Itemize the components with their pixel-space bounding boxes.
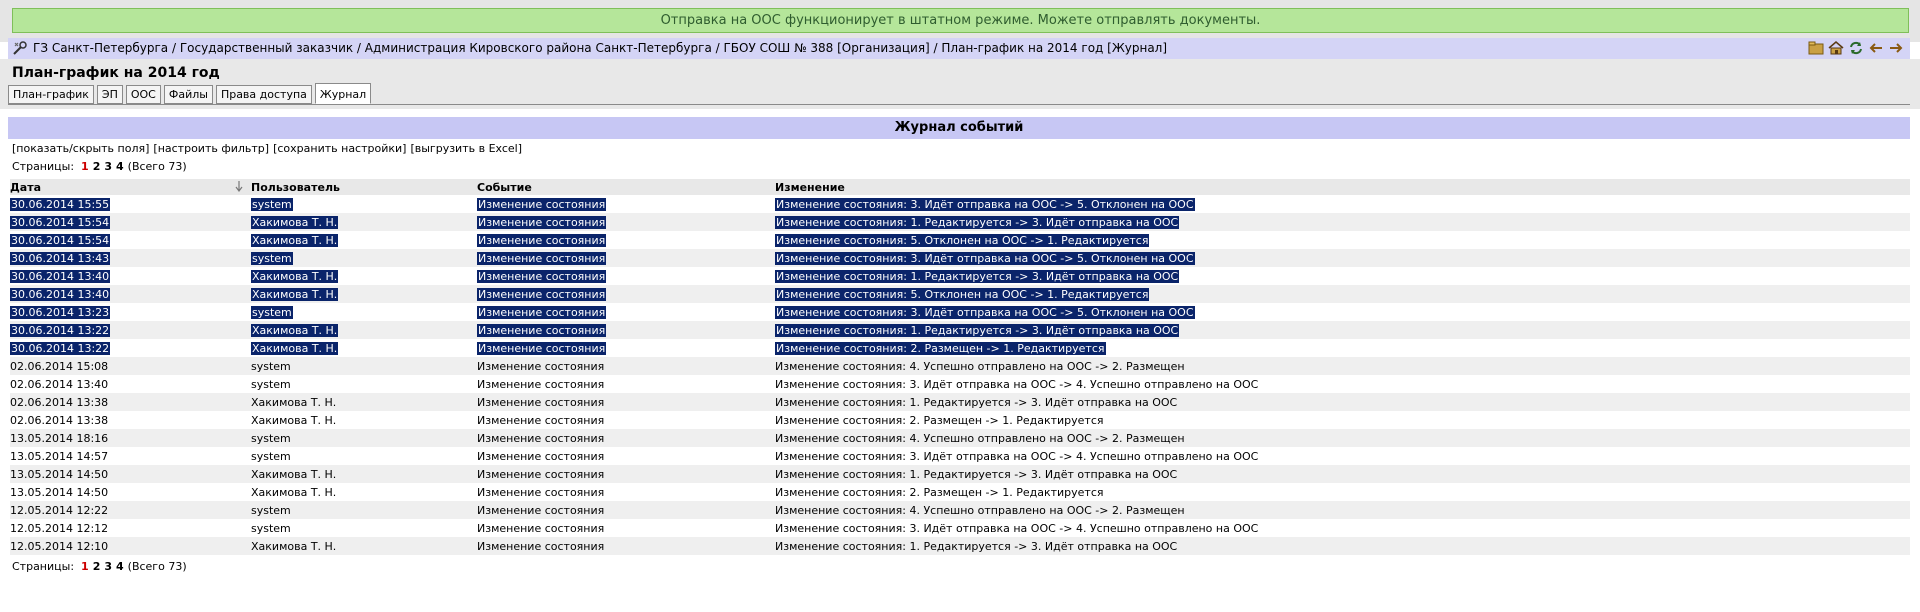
cell-event: [477, 501, 775, 519]
cell-user-text: Хакимова Т. Н.: [251, 539, 337, 553]
cell-event-text: Изменение состояния: [477, 359, 605, 373]
table-body: [10, 195, 1910, 555]
table-row[interactable]: [10, 249, 1910, 267]
cell-user-text: Хакимова Т. Н.: [251, 413, 337, 427]
cell-change: [775, 465, 1910, 483]
cell-date-text: 02.06.2014 13:38: [10, 413, 109, 427]
table-row[interactable]: [10, 411, 1910, 429]
cell-date: [10, 429, 251, 447]
cell-event-text: Изменение состояния: [477, 395, 605, 409]
pager-total: (Всего 73): [127, 560, 187, 573]
cell-event-text: Изменение состояния: [477, 467, 605, 481]
cell-date-text: 30.06.2014 13:40: [11, 287, 110, 301]
cell-change-text: Изменение состояния: 1. Редактируется -> 3. Идёт отправка на ООС: [776, 215, 1179, 229]
cell-event: [477, 357, 775, 375]
cell-date: [10, 267, 251, 285]
cell-date: [10, 285, 251, 303]
cell-change: [775, 393, 1910, 411]
cell-user: [251, 483, 477, 501]
toolbar: [1808, 40, 1904, 56]
cell-user: [251, 195, 477, 213]
cell-event: [477, 393, 775, 411]
tab-files[interactable]: Файлы: [164, 85, 213, 104]
cell-change: [775, 429, 1910, 447]
table-row[interactable]: [10, 483, 1910, 501]
cell-event: [477, 447, 775, 465]
cell-event: [477, 375, 775, 393]
cell-date-text: 12.05.2014 12:22: [10, 503, 109, 517]
table-row[interactable]: [10, 303, 1910, 321]
cell-date: [10, 537, 251, 555]
cell-change-text: Изменение состояния: 3. Идёт отправка на ООС -> 4. Успешно отправлено на ООС: [775, 521, 1259, 535]
cell-user-text: system: [252, 197, 292, 211]
cell-date: [10, 231, 251, 249]
table-row[interactable]: [10, 213, 1910, 231]
cell-change: [775, 339, 1910, 357]
cell-date: [10, 213, 251, 231]
cell-event: [477, 465, 775, 483]
cell-change-text: Изменение состояния: 4. Успешно отправлено на ООС -> 2. Размещен: [775, 431, 1185, 445]
cell-change: [775, 249, 1910, 267]
status-notice: Отправка на ООС функционирует в штатном режиме. Можете отправлять документы.: [12, 8, 1909, 33]
cell-change-text: Изменение состояния: 2. Размещен -> 1. Редактируется: [775, 485, 1104, 499]
pager-total: (Всего 73): [127, 160, 187, 173]
cell-user-text: system: [251, 449, 291, 463]
page-link-4[interactable]: 4: [116, 560, 124, 573]
page-link-3[interactable]: 3: [104, 560, 112, 573]
cell-user: [251, 231, 477, 249]
cell-date-text: 30.06.2014 13:40: [11, 269, 110, 283]
breadcrumb-bar: [8, 38, 1910, 59]
cell-user: [251, 321, 477, 339]
tab-access[interactable]: Права доступа: [216, 85, 312, 104]
tab-bar: [8, 85, 371, 104]
cell-change-text: Изменение состояния: 1. Редактируется -> 3. Идёт отправка на ООС: [776, 269, 1179, 283]
cell-change: [775, 195, 1910, 213]
cell-user-text: system: [252, 251, 292, 265]
cell-date: [10, 249, 251, 267]
cell-change: [775, 357, 1910, 375]
cell-user: [251, 357, 477, 375]
cell-date-text: 12.05.2014 12:10: [10, 539, 109, 553]
cell-user-text: system: [251, 377, 291, 391]
filter-link[interactable]: [настроить фильтр]: [153, 142, 270, 155]
page-link-3[interactable]: 3: [104, 160, 112, 173]
cell-user-text: system: [251, 521, 291, 535]
cell-event: [477, 303, 775, 321]
cell-change: [775, 537, 1910, 555]
tab-plan[interactable]: План-график: [8, 85, 94, 104]
cell-date-text: 30.06.2014 13:22: [11, 323, 110, 337]
cell-date: [10, 357, 251, 375]
cell-change-text: Изменение состояния: 3. Идёт отправка на ООС -> 5. Отклонен на ООС: [776, 197, 1194, 211]
cell-user-text: Хакимова Т. Н.: [252, 215, 338, 229]
cell-event: [477, 249, 775, 267]
page-link-2[interactable]: 2: [92, 560, 101, 573]
cell-change: [775, 267, 1910, 285]
cell-change: [775, 303, 1910, 321]
cell-event-text: Изменение состояния: [478, 305, 606, 319]
cell-date: [10, 483, 251, 501]
cell-user: [251, 303, 477, 321]
cell-user-text: system: [251, 359, 291, 373]
cell-change-text: Изменение состояния: 1. Редактируется -> 3. Идёт отправка на ООС: [776, 323, 1179, 337]
table-row[interactable]: [10, 357, 1910, 375]
cell-event: [477, 321, 775, 339]
column-header-date[interactable]: Дата: [10, 179, 251, 195]
cell-user-text: Хакимова Т. Н.: [252, 269, 338, 283]
cell-user-text: system: [251, 431, 291, 445]
cell-change: [775, 501, 1910, 519]
cell-user: [251, 267, 477, 285]
cell-event-text: Изменение состояния: [477, 431, 605, 445]
cell-change: [775, 519, 1910, 537]
table-row[interactable]: [10, 231, 1910, 249]
cell-user: [251, 519, 477, 537]
cell-change-text: Изменение состояния: 1. Редактируется -> 3. Идёт отправка на ООС: [775, 467, 1178, 481]
cell-user: [251, 339, 477, 357]
cell-user: [251, 375, 477, 393]
page-title: План-график на 2014 год: [12, 65, 220, 81]
cell-event: [477, 519, 775, 537]
cell-user-text: Хакимова Т. Н.: [252, 233, 338, 247]
cell-date-text: 30.06.2014 15:54: [11, 215, 110, 229]
cell-change-text: Изменение состояния: 3. Идёт отправка на ООС -> 5. Отклонен на ООС: [776, 251, 1194, 265]
forward-arrow-icon[interactable]: [1888, 40, 1904, 56]
cell-change-text: Изменение состояния: 1. Редактируется -> 3. Идёт отправка на ООС: [775, 395, 1178, 409]
page-link-1[interactable]: 1: [81, 560, 89, 573]
table-row[interactable]: [10, 339, 1910, 357]
cell-user-text: system: [251, 503, 291, 517]
cell-event-text: Изменение состояния: [478, 269, 606, 283]
cell-event-text: Изменение состояния: [477, 503, 605, 517]
cell-event-text: Изменение состояния: [477, 449, 605, 463]
pager-label: Страницы:: [12, 560, 75, 573]
cell-user: [251, 429, 477, 447]
cell-change: [775, 231, 1910, 249]
page-link-2[interactable]: 2: [92, 160, 101, 173]
cell-date-text: 30.06.2014 13:23: [11, 305, 110, 319]
cell-date-text: 13.05.2014 18:16: [10, 431, 109, 445]
cell-change-text: Изменение состояния: 4. Успешно отправлено на ООС -> 2. Размещен: [775, 359, 1185, 373]
toggle-fields-link[interactable]: [показать/скрыть поля]: [12, 142, 150, 155]
cell-date-text: 13.05.2014 14:57: [10, 449, 109, 463]
cell-user: [251, 465, 477, 483]
tools-icon[interactable]: [12, 40, 28, 56]
cell-change-text: Изменение состояния: 3. Идёт отправка на ООС -> 4. Успешно отправлено на ООС: [775, 449, 1259, 463]
cell-date-text: 12.05.2014 12:12: [10, 521, 109, 535]
cell-event-text: Изменение состояния: [478, 197, 606, 211]
cell-change: [775, 447, 1910, 465]
table-row[interactable]: [10, 519, 1910, 537]
cell-date: [10, 501, 251, 519]
cell-change-text: Изменение состояния: 4. Успешно отправлено на ООС -> 2. Размещен: [775, 503, 1185, 517]
cell-event-text: Изменение состояния: [478, 287, 606, 301]
table-row[interactable]: [10, 393, 1910, 411]
cell-change-text: Изменение состояния: 5. Отклонен на ООС -> 1. Редактируется: [776, 233, 1149, 247]
action-links: [12, 142, 526, 156]
cell-user-text: Хакимова Т. Н.: [252, 341, 338, 355]
cell-change: [775, 483, 1910, 501]
pager-bottom: [12, 560, 187, 574]
cell-date-text: 02.06.2014 13:40: [10, 377, 109, 391]
cell-event: [477, 213, 775, 231]
panel-title: Журнал событий: [8, 117, 1910, 139]
cell-user: [251, 213, 477, 231]
cell-user: [251, 537, 477, 555]
column-header-event[interactable]: Событие: [477, 179, 775, 195]
cell-change: [775, 375, 1910, 393]
page-link-1[interactable]: 1: [81, 160, 89, 173]
cell-user: [251, 447, 477, 465]
page-link-4[interactable]: 4: [116, 160, 124, 173]
cell-user-text: system: [252, 305, 292, 319]
cell-event: [477, 483, 775, 501]
cell-date-text: 02.06.2014 15:08: [10, 359, 109, 373]
cell-user-text: Хакимова Т. Н.: [252, 323, 338, 337]
table-row[interactable]: [10, 285, 1910, 303]
save-settings-link[interactable]: [сохранить настройки]: [273, 142, 407, 155]
cell-date: [10, 465, 251, 483]
cell-change-text: Изменение состояния: 2. Размещен -> 1. Редактируется: [775, 413, 1104, 427]
table-row[interactable]: [10, 195, 1910, 213]
home-icon[interactable]: [1828, 40, 1844, 56]
cell-change-text: Изменение состояния: 3. Идёт отправка на ООС -> 5. Отклонен на ООС: [776, 305, 1194, 319]
cell-user: [251, 393, 477, 411]
back-arrow-icon[interactable]: [1868, 40, 1884, 56]
cell-date: [10, 411, 251, 429]
column-header-change[interactable]: Изменение: [775, 179, 1910, 195]
cell-change: [775, 411, 1910, 429]
table-row[interactable]: [10, 321, 1910, 339]
table-row[interactable]: [10, 267, 1910, 285]
cell-user-text: Хакимова Т. Н.: [251, 467, 337, 481]
cell-event: [477, 267, 775, 285]
table-row[interactable]: [10, 429, 1910, 447]
cell-event-text: Изменение состояния: [478, 251, 606, 265]
folder-icon[interactable]: [1808, 40, 1824, 56]
table-row[interactable]: [10, 447, 1910, 465]
tab-oos[interactable]: ООС: [126, 85, 161, 104]
cell-event: [477, 231, 775, 249]
cell-date: [10, 519, 251, 537]
cell-event-text: Изменение состояния: [477, 485, 605, 499]
table-row[interactable]: [10, 375, 1910, 393]
cell-change: [775, 285, 1910, 303]
tab-divider: [8, 104, 1910, 105]
cell-change-text: Изменение состояния: 5. Отклонен на ООС -> 1. Редактируется: [776, 287, 1149, 301]
cell-user-text: Хакимова Т. Н.: [252, 287, 338, 301]
cell-date: [10, 447, 251, 465]
cell-date: [10, 375, 251, 393]
table-row[interactable]: [10, 501, 1910, 519]
cell-event: [477, 429, 775, 447]
cell-event: [477, 411, 775, 429]
cell-date: [10, 195, 251, 213]
cell-event: [477, 339, 775, 357]
cell-date-text: 02.06.2014 13:38: [10, 395, 109, 409]
cell-change-text: Изменение состояния: 2. Размещен -> 1. Редактируется: [776, 341, 1105, 355]
table-header-row: [10, 179, 1910, 195]
pager-top: [12, 160, 187, 174]
pager-label: Страницы:: [12, 160, 75, 173]
cell-event-text: Изменение состояния: [477, 521, 605, 535]
tab-ep[interactable]: ЭП: [97, 85, 123, 104]
cell-date-text: 13.05.2014 14:50: [10, 467, 109, 481]
cell-date-text: 30.06.2014 13:43: [11, 251, 110, 265]
cell-event-text: Изменение состояния: [477, 539, 605, 553]
journal-table: [10, 179, 1910, 555]
cell-change: [775, 321, 1910, 339]
cell-date-text: 13.05.2014 14:50: [10, 485, 109, 499]
cell-date: [10, 393, 251, 411]
sort-icon[interactable]: [235, 181, 243, 192]
cell-event: [477, 285, 775, 303]
cell-user-text: Хакимова Т. Н.: [251, 395, 337, 409]
cell-change-text: Изменение состояния: 3. Идёт отправка на ООС -> 4. Успешно отправлено на ООС: [775, 377, 1259, 391]
cell-user: [251, 411, 477, 429]
cell-date-text: 30.06.2014 13:22: [11, 341, 110, 355]
cell-change-text: Изменение состояния: 1. Редактируется -> 3. Идёт отправка на ООС: [775, 539, 1178, 553]
cell-event-text: Изменение состояния: [478, 323, 606, 337]
breadcrumb[interactable]: ГЗ Санкт-Петербурга / Государственный заказчик / Администрация Кировского района Санкт-Петербурга / ГБОУ СОШ № 388 [Организация] / План-график на 2014 год [Журнал]: [33, 41, 1168, 55]
cell-user-text: Хакимова Т. Н.: [251, 485, 337, 499]
cell-user: [251, 249, 477, 267]
column-header-user[interactable]: Пользователь: [251, 179, 477, 195]
cell-date: [10, 321, 251, 339]
cell-date-text: 30.06.2014 15:54: [11, 233, 110, 247]
tab-journal[interactable]: Журнал: [315, 83, 371, 104]
cell-event-text: Изменение состояния: [478, 233, 606, 247]
cell-date: [10, 303, 251, 321]
cell-event-text: Изменение состояния: [478, 215, 606, 229]
cell-event: [477, 195, 775, 213]
cell-event-text: Изменение состояния: [477, 377, 605, 391]
export-excel-link[interactable]: [выгрузить в Excel]: [410, 142, 522, 155]
table-row[interactable]: [10, 537, 1910, 555]
cell-date-text: 30.06.2014 15:55: [11, 197, 110, 211]
cell-event-text: Изменение состояния: [478, 341, 606, 355]
table-row[interactable]: [10, 465, 1910, 483]
cell-user: [251, 285, 477, 303]
cell-change: [775, 213, 1910, 231]
refresh-icon[interactable]: [1848, 40, 1864, 56]
cell-user: [251, 501, 477, 519]
cell-event: [477, 537, 775, 555]
cell-event-text: Изменение состояния: [477, 413, 605, 427]
cell-date: [10, 339, 251, 357]
